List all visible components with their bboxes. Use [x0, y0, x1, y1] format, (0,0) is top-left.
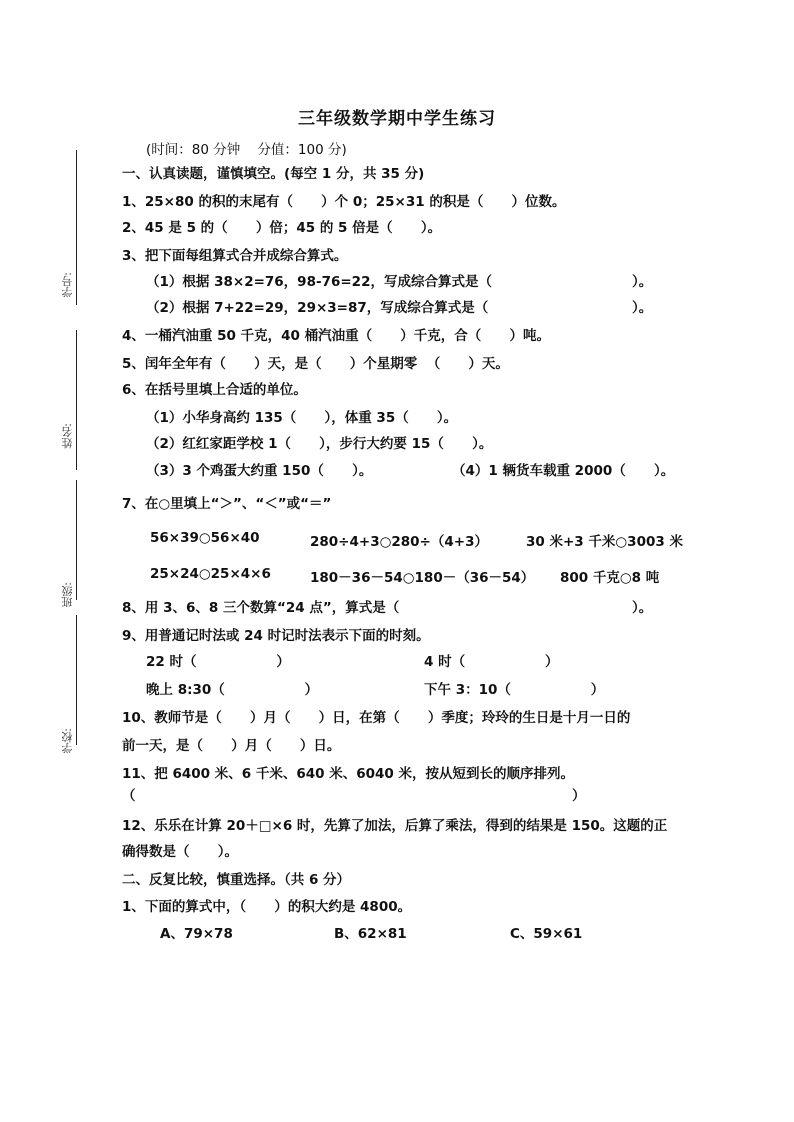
question-8: 8、用 3、6、8 三个数算“24 点”，算式是（ — [122, 600, 400, 616]
margin-line-3 — [76, 480, 77, 600]
question-11-close: ） — [572, 788, 586, 804]
section1-heading: 一、认真读题，谨慎填空。(每空 1 分，共 35 分) — [122, 166, 425, 182]
question-6-2: （2）红红家距学校 1（ ），步行大约要 15（ ）。 — [146, 436, 493, 452]
margin-line-2 — [76, 330, 77, 470]
question-8-end: ）。 — [632, 600, 653, 616]
question-12-cont: 确得数是（ ）。 — [122, 844, 238, 860]
section2-heading: 二、反复比较，慎重选择。（共 6 分） — [122, 872, 351, 888]
question-10: 10、教师节是（ ）月（ ）日，在第（ ）季度；玲玲的生日是十月一日的 — [122, 710, 631, 726]
section2-question-1: 1、下面的算式中，（ ）的积大约是 4800。 — [122, 899, 412, 915]
question-7: 7、在○里填上“＞”、“＜”或“＝” — [122, 496, 332, 512]
student-id-label: 学号: — [61, 272, 74, 298]
question-12: 12、乐乐在计算 20＋□×6 时，先算了加法，后算了乘法，得到的结果是 150。这题的正 — [122, 818, 668, 834]
margin-line-4 — [76, 615, 77, 745]
question-6-3: （3）3 个鸡蛋大约重 150（ ）。 — [146, 463, 373, 479]
question-7-e: 180－36－54○180－（36－54） — [310, 570, 535, 586]
question-7-b: 280÷4+3○280÷（4+3） — [310, 534, 488, 550]
question-7-c: 30 米+3 千米○3003 米 — [526, 534, 683, 550]
question-2: 2、45 是 5 的（ ）倍；45 的 5 倍是（ ）。 — [122, 220, 442, 236]
question-6-1: （1）小华身高约 135（ ），体重 35（ ）。 — [146, 410, 458, 426]
question-7-a: 56×39○56×40 — [150, 530, 260, 546]
question-9-b: 4 时（ ） — [424, 654, 559, 670]
exam-subtitle: (时间：80 分钟 分值：100 分) — [146, 142, 347, 158]
option-c: C、59×61 — [510, 926, 583, 942]
question-1: 1、25×80 的积的末尾有（ ）个 0；25×31 的积是（ ）位数。 — [122, 194, 566, 210]
question-7-f: 800 千克○8 吨 — [560, 570, 660, 586]
question-3: 3、把下面每组算式合并成综合算式。 — [122, 248, 348, 264]
option-a: A、79×78 — [160, 926, 233, 942]
question-3-2-end: ）。 — [632, 300, 653, 316]
question-9-c: 晚上 8:30（ ） — [146, 682, 319, 698]
question-5: 5、闰年全年有（ ）天，是（ ）个星期零 （ ）天。 — [122, 356, 509, 372]
question-11: 11、把 6400 米、6 千米、640 米、6040 米，按从短到长的顺序排列。 — [122, 766, 575, 782]
question-6-4: （4）1 辆货车载重 2000（ ）。 — [452, 463, 675, 479]
page-title: 三年级数学期中学生练习 — [298, 109, 496, 129]
margin-line-1 — [76, 150, 77, 305]
question-9-d: 下午 3：10（ ） — [424, 682, 605, 698]
question-3-1: （1）根据 38×2=76，98-76=22，写成综合算式是（ — [146, 274, 492, 290]
question-11-open: （ — [122, 788, 136, 804]
question-10-cont: 前一天，是（ ）月（ ）日。 — [122, 738, 341, 754]
question-3-1-end: ）。 — [632, 274, 653, 290]
class-label: 班级: — [61, 582, 74, 608]
question-9-a: 22 时（ ） — [146, 654, 290, 670]
name-label: 姓名: — [61, 423, 74, 449]
question-3-2: （2）根据 7+22=29，29×3=87，写成综合算式是（ — [146, 300, 489, 316]
question-7-d: 25×24○25×4×6 — [150, 566, 271, 582]
question-9: 9、用普通记时法或 24 时记时法表示下面的时刻。 — [122, 628, 430, 644]
question-4: 4、一桶汽油重 50 千克，40 桶汽油重（ ）千克，合（ ）吨。 — [122, 328, 550, 344]
question-6: 6、在括号里填上合适的单位。 — [122, 382, 307, 398]
school-label: 学校: — [61, 728, 74, 754]
option-b: B、62×81 — [334, 926, 407, 942]
